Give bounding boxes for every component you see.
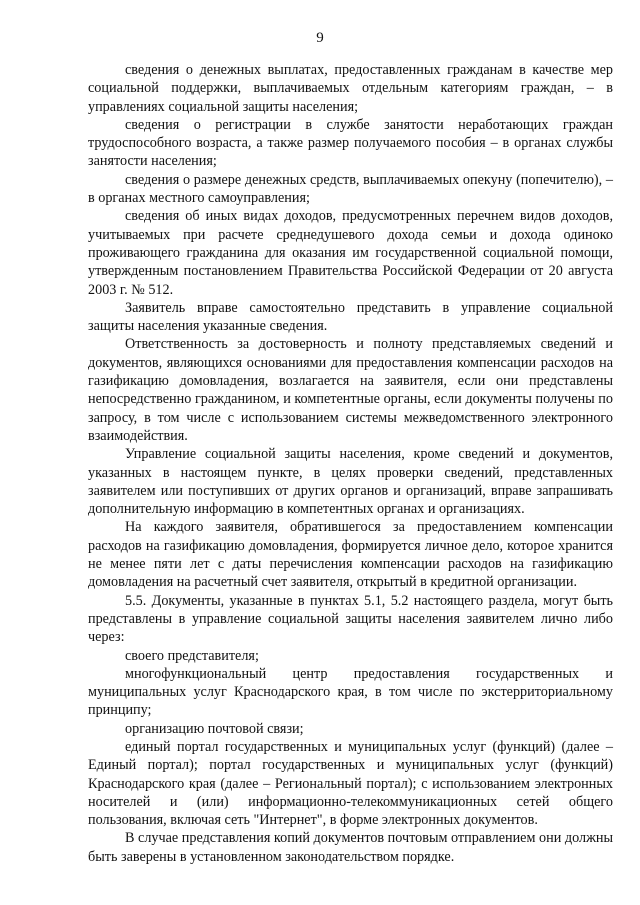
document-body [88, 61, 613, 866]
paragraph-postal-copies: В случае представления копий документов почтовым отправлением они должны быть заверены в установленном законодательством порядке. [88, 830, 613, 865]
paragraph-other-income: сведения об иных видах доходов, предусмотренных перечнем видов доходов, учитываемых при расчете среднедушевого дохода семьи и дохода одиноко проживающего гражданина для оказания им государственной социальной помощи, утвержденным постановлением Правительства Российской Федерации от 20 августа 2003 г. № 512. [88, 208, 613, 298]
paragraph-responsibility: Ответственность за достоверность и полноту представляемых сведений и документов, являющихся основаниями для предоставления компенсации расходов на газификацию домовладения, возлагается на заявителя, если они представлены непосредственно гражданином, и компетентные органы, если документы получены по запросу, в том числе с использованием системы межведомственного электронного взаимодействия. [88, 336, 613, 444]
paragraph-employment-registration: сведения о регистрации в службе занятости неработающих граждан трудоспособного возраста, а также размер получаемого пособия – в органах службы занятости населения; [88, 116, 613, 170]
page-number: 9 [316, 30, 324, 46]
paragraph-applicant-right: Заявитель вправе самостоятельно представить в управление социальной защиты населения указанные сведения. [88, 299, 613, 335]
paragraph-additional-information: Управление социальной защиты населения, кроме сведений и документов, указанных в настоящем пункте, в целях проверки сведений, представленных заявителем или поступивших от других органов и организаций, вправе запрашивать дополнительную информацию в компетентных органах и организациях. [88, 446, 613, 518]
list-item-portals: единый портал государственных и муниципальных услуг (функций) (далее – Единый портал); портал государственных и муниципальных услуг (функций) Краснодарского края (далее – Региональный портал); с использованием электронных носителей и (или) информационно-телекоммуникационных сетей общего пользования, включая сеть "Интернет", в форме электронных документов. [88, 738, 613, 829]
paragraph-guardian-payments: сведения о размере денежных средств, выплачиваемых опекуну (попечителю), – в органах местного самоуправления; [88, 171, 613, 207]
list-item-postal: организацию почтовой связи; [125, 720, 304, 737]
list-item-representative: своего представителя; [125, 647, 259, 664]
paragraph-section-5-5: 5.5. Документы, указанные в пунктах 5.1, 5.2 настоящего раздела, могут быть представлены в управление социальной защиты населения заявителем лично либо через: [88, 592, 613, 646]
paragraph-income-social-support: сведения о денежных выплатах, предоставленных гражданам в качестве мер социальной поддержки, выплачиваемых отдельным категориям граждан, – в управлениях социальной защиты населения; [88, 62, 613, 115]
paragraph-personal-file: На каждого заявителя, обратившегося за предоставлением компенсации расходов на газификацию домовладения, формируется личное дело, которое хранится не менее пяти лет с даты перечисления компенсации расходов на газификацию домовладения на расчетный счет заявителя, открытый в кредитной организации. [88, 519, 613, 591]
list-item-mfc: многофункциональный центр предоставления государственных и муниципальных услуг Краснодарского края, в том числе по экстерриториальному принципу; [88, 665, 613, 719]
